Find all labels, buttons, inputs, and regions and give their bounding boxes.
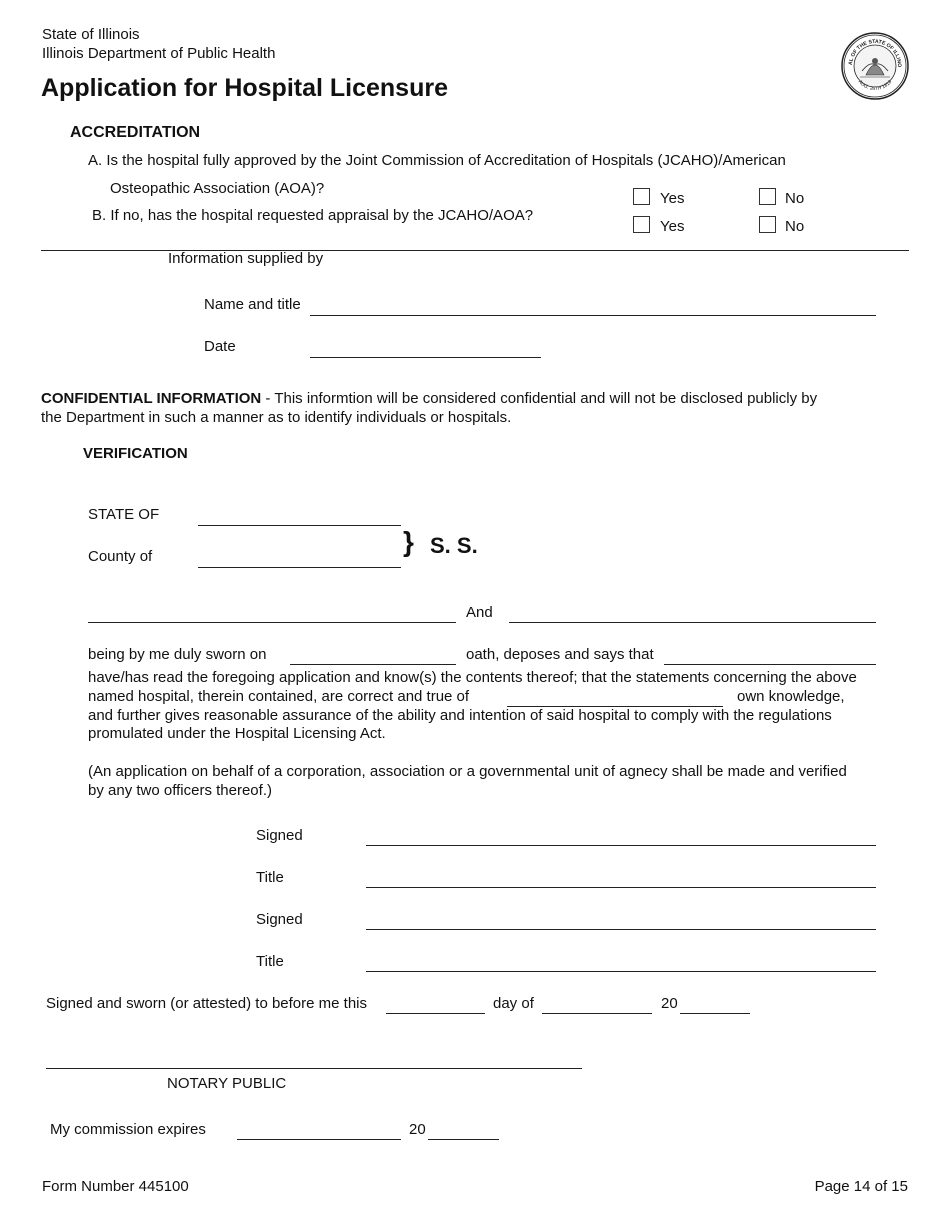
info-supplied-label: Information supplied by: [168, 250, 324, 267]
confidential-heading: CONFIDENTIAL INFORMATION: [41, 390, 262, 407]
officer-note-line2: by any two officers thereof.): [88, 782, 272, 799]
date-field[interactable]: [310, 337, 541, 358]
department-name: Illinois Department of Public Health: [42, 45, 276, 62]
year-prefix-label: 20: [661, 995, 678, 1012]
county-of-label: County of: [88, 548, 153, 565]
oath-label: oath, deposes and says that: [466, 646, 654, 663]
question-a-no-checkbox[interactable]: [759, 188, 776, 205]
confidential-text-line1: - This informtion will be considered confidential and will not be disclosed publicly by: [261, 390, 818, 407]
verification-heading: VERIFICATION: [83, 445, 188, 462]
signed-label-2: Signed: [256, 911, 303, 928]
attestation-month-field[interactable]: [542, 993, 652, 1014]
commission-year-field[interactable]: [428, 1119, 499, 1140]
signed-label-1: Signed: [256, 827, 303, 844]
affiant-name-field[interactable]: [88, 602, 456, 623]
question-a-line2: Osteopathic Association (AOA)?: [110, 180, 325, 197]
question-b: B. If no, has the hospital requested appraisal by the JCAHO/AOA?: [92, 207, 534, 224]
title-field-1[interactable]: [366, 867, 876, 888]
name-title-field[interactable]: [310, 295, 876, 316]
ss-label: S. S.: [430, 533, 478, 558]
seal-text-bottom: AUG. 26TH 1818: [856, 79, 894, 93]
question-a-no-label: No: [785, 190, 805, 207]
question-a-line1: A. Is the hospital fully approved by the Joint Commission of Accreditation of Hospitals (JCAHO)/American: [88, 152, 786, 169]
question-b-yes-label: Yes: [660, 218, 685, 235]
form-number: Form Number 445100: [42, 1178, 189, 1195]
question-b-no-label: No: [785, 218, 805, 235]
date-label: Date: [204, 338, 236, 355]
notary-signature-field[interactable]: [46, 1048, 582, 1069]
question-b-yes-checkbox[interactable]: [633, 216, 650, 233]
commission-expires-field[interactable]: [237, 1119, 401, 1140]
confidential-notice: [41, 389, 921, 427]
commission-year-prefix: 20: [409, 1121, 426, 1138]
page-title: Application for Hospital Licensure: [41, 74, 448, 102]
attestation-day-field[interactable]: [386, 993, 485, 1014]
commission-expires-label: My commission expires: [50, 1121, 206, 1138]
seal-text-top: AL OF THE STATE OF ILLINO: [847, 38, 903, 68]
state-name: State of Illinois: [42, 26, 140, 43]
and-label: And: [466, 604, 493, 621]
statement-line2: named hospital, therein contained, are correct and true of: [88, 688, 470, 705]
signature-field-2[interactable]: [366, 909, 876, 930]
statement-line4: promulated under the Hospital Licensing Act.: [88, 725, 386, 742]
state-of-label: STATE OF: [88, 506, 160, 523]
question-a-yes-checkbox[interactable]: [633, 188, 650, 205]
statement-line2-end: own knowledge,: [737, 688, 845, 705]
title-label-1: Title: [256, 869, 284, 886]
county-of-field[interactable]: [198, 547, 401, 568]
signature-field-1[interactable]: [366, 825, 876, 846]
own-knowledge-field[interactable]: [507, 686, 723, 707]
attestation-year-field[interactable]: [680, 993, 750, 1014]
name-title-label: Name and title: [204, 296, 301, 313]
officer-note-line1: (An application on behalf of a corporation, association or a governmental unit of agnecy shall be made and verified: [88, 763, 847, 780]
sworn-on-field[interactable]: [290, 644, 456, 665]
statement-line3: and further gives reasonable assurance of the ability and intention of said hospital to comply with the regulations: [88, 707, 832, 724]
question-b-no-checkbox[interactable]: [759, 216, 776, 233]
confidential-text-line2: the Department in such a manner as to identify individuals or hospitals.: [41, 409, 512, 426]
page-number: Page 14 of 15: [814, 1178, 908, 1195]
title-label-2: Title: [256, 953, 284, 970]
state-seal: [840, 31, 910, 101]
statement-line1: have/has read the foregoing application and know(s) the contents thereof; that the statements concerning the above: [88, 669, 857, 686]
attestation-label: Signed and sworn (or attested) to before me this: [46, 995, 368, 1012]
second-affiant-name-field[interactable]: [509, 602, 876, 623]
title-field-2[interactable]: [366, 951, 876, 972]
brace-symbol: }: [403, 526, 414, 557]
state-of-field[interactable]: [198, 505, 401, 526]
question-a-yes-label: Yes: [660, 190, 685, 207]
notary-public-label: NOTARY PUBLIC: [167, 1075, 287, 1092]
sworn-on-label: being by me duly sworn on: [88, 646, 267, 663]
accreditation-heading: ACCREDITATION: [70, 124, 201, 141]
deposes-field[interactable]: [664, 644, 876, 665]
day-of-label: day of: [493, 995, 534, 1012]
